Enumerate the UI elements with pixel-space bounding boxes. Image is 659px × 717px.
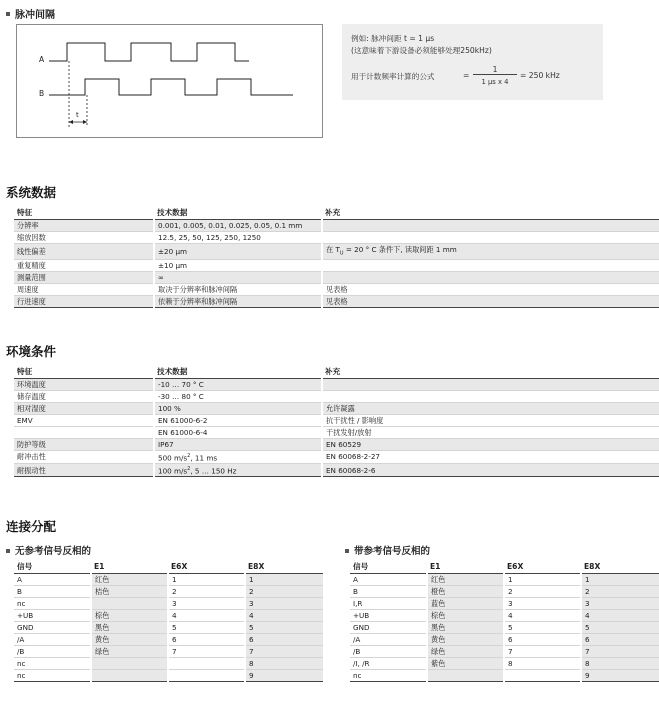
cell-e1 — [91, 669, 168, 681]
cell-feature: 防护等级 — [14, 438, 154, 450]
table-row — [14, 438, 659, 450]
table-row — [14, 585, 323, 597]
table-header-row — [14, 207, 659, 219]
table-row — [14, 657, 323, 669]
cell-supp — [322, 271, 659, 283]
cell-e1: 绿色 — [427, 645, 504, 657]
cell-e1: 紫色 — [427, 657, 504, 669]
table-row — [350, 669, 659, 681]
arrow-right-icon — [83, 120, 87, 124]
cell-e8x: 4 — [581, 609, 659, 621]
table-row — [350, 585, 659, 597]
left-subtitle: 无参考信号反相的 — [6, 543, 91, 557]
right-subtitle: 带参考信号反相的 — [345, 543, 430, 557]
cell-tech: 取决于分辨率和脉冲间隔 — [154, 283, 322, 295]
table-header-row — [14, 561, 323, 573]
table-row — [350, 657, 659, 669]
table-row — [14, 243, 659, 259]
table-row — [350, 609, 659, 621]
cell-tech: 依赖于分辨率和脉冲间隔 — [154, 295, 322, 307]
cell-e6x: 4 — [168, 609, 245, 621]
pulse-section-title: 脉冲间隔 — [6, 6, 55, 21]
cell-feature: 分辨率 — [14, 219, 154, 231]
info-denominator: 1 μs x 4 — [481, 78, 509, 86]
cell-supp: 干扰发射/放射 — [322, 426, 659, 438]
cell-e1: 棕色 — [91, 609, 168, 621]
header-e6x: E6X — [168, 561, 245, 573]
table-row — [350, 573, 659, 585]
header-tech-data: 技术数据 — [154, 366, 322, 378]
table-row — [14, 426, 659, 438]
interval-t-label: t — [76, 111, 79, 119]
cell-feature: 储存温度 — [14, 390, 154, 402]
cell-feature: EMV — [14, 414, 154, 426]
cell-e6x: 7 — [504, 645, 581, 657]
cell-supp: 见表格 — [322, 283, 659, 295]
cell-e1 — [427, 669, 504, 681]
cell-e6x: 3 — [504, 597, 581, 609]
cell-signal: A — [350, 573, 427, 585]
table-row — [14, 295, 659, 307]
cell-supp: 见表格 — [322, 295, 659, 307]
cell-signal: B — [350, 585, 427, 597]
cell-e8x: 7 — [581, 645, 659, 657]
header-supplement: 补充 — [322, 366, 659, 378]
cell-e6x: 8 — [504, 657, 581, 669]
header-feature: 特征 — [14, 366, 154, 378]
bullet-square-icon — [345, 549, 349, 553]
cell-signal: nc — [14, 669, 91, 681]
header-tech-data: 技术数据 — [154, 207, 322, 219]
cell-signal: /B — [14, 645, 91, 657]
table-header-row — [14, 366, 659, 378]
table-row — [14, 283, 659, 295]
table-row — [14, 463, 659, 476]
table-header-row — [350, 561, 659, 573]
signal-a-wave — [49, 43, 249, 61]
cell-e6x: 4 — [504, 609, 581, 621]
cell-e8x: 1 — [581, 573, 659, 585]
cell-feature: 缩放因数 — [14, 231, 154, 243]
cell-feature: 重复精度 — [14, 259, 154, 271]
connection-title: 连接分配 — [6, 519, 57, 534]
cell-e1: 蓝色 — [427, 597, 504, 609]
table-row — [14, 378, 659, 390]
cell-signal: /B — [350, 645, 427, 657]
cell-e8x: 5 — [581, 621, 659, 633]
system-data-title: 系统数据 — [6, 185, 57, 200]
cell-feature: 环境温度 — [14, 378, 154, 390]
cell-feature: 线性偏差 — [14, 243, 154, 259]
table-row — [14, 271, 659, 283]
cell-supp — [322, 390, 659, 402]
cell-signal: A — [14, 573, 91, 585]
table-row — [14, 621, 323, 633]
table-row — [14, 402, 659, 414]
cell-e1: 橙色 — [427, 585, 504, 597]
signal-a-label: A — [39, 55, 45, 64]
table-row — [350, 597, 659, 609]
cell-signal: nc — [14, 597, 91, 609]
info-result: = 250 kHz — [520, 71, 560, 80]
cell-feature: 测量范围 — [14, 271, 154, 283]
cell-signal: +UB — [350, 609, 427, 621]
cell-supp: EN 60529 — [322, 438, 659, 450]
cell-e6x: 3 — [168, 597, 245, 609]
cell-e8x: 1 — [245, 573, 323, 585]
info-formula-label: 用于计数频率计算的公式 — [351, 72, 435, 81]
cell-e8x: 6 — [581, 633, 659, 645]
table-row — [14, 450, 659, 463]
connection-left-table — [14, 561, 323, 682]
header-e6x: E6X — [504, 561, 581, 573]
cell-e1: 黄色 — [427, 633, 504, 645]
cell-feature — [14, 426, 154, 438]
header-signal: 信号 — [14, 561, 91, 573]
cell-e1: 黑色 — [427, 621, 504, 633]
table-row — [14, 609, 323, 621]
header-signal: 信号 — [350, 561, 427, 573]
cell-e1: 桔色 — [91, 585, 168, 597]
header-e8x: E8X — [245, 561, 323, 573]
bullet-square-icon — [6, 12, 10, 16]
cell-supp: 抗干扰性 / 影响度 — [322, 414, 659, 426]
cell-e1: 红色 — [427, 573, 504, 585]
cell-supp — [322, 378, 659, 390]
cell-e8x: 2 — [245, 585, 323, 597]
pulse-info-box — [342, 24, 603, 100]
cell-e8x: 3 — [581, 597, 659, 609]
cell-signal: +UB — [14, 609, 91, 621]
table-row — [14, 231, 659, 243]
cell-tech: 0.001, 0.005, 0.01, 0.025, 0.05, 0.1 mm — [154, 219, 322, 231]
table-row — [14, 597, 323, 609]
table-row — [14, 669, 323, 681]
cell-signal: /A — [14, 633, 91, 645]
cell-signal: GND — [14, 621, 91, 633]
cell-signal: nc — [350, 669, 427, 681]
cell-tech: 100 % — [154, 402, 322, 414]
table-row — [14, 573, 323, 585]
cell-e1 — [91, 597, 168, 609]
cell-e6x: 5 — [504, 621, 581, 633]
cell-e6x: 5 — [168, 621, 245, 633]
cell-e8x: 7 — [245, 645, 323, 657]
header-e1: E1 — [427, 561, 504, 573]
cell-e6x: 1 — [168, 573, 245, 585]
cell-signal: /I, /R — [350, 657, 427, 669]
info-numerator: 1 — [492, 65, 498, 74]
cell-e6x: 1 — [504, 573, 581, 585]
header-supplement: 补充 — [322, 207, 659, 219]
cell-feature: 周速度 — [14, 283, 154, 295]
header-e8x: E8X — [581, 561, 659, 573]
cell-e6x — [504, 669, 581, 681]
header-feature: 特征 — [14, 207, 154, 219]
cell-tech: -30 … 80 ° C — [154, 390, 322, 402]
cell-e6x: 7 — [168, 645, 245, 657]
cell-feature: 耐振动性 — [14, 463, 154, 476]
table-row — [350, 633, 659, 645]
cell-e1: 绿色 — [91, 645, 168, 657]
cell-tech: EN 61000-6-2 — [154, 414, 322, 426]
connection-right-table — [350, 561, 659, 682]
cell-e6x: 2 — [504, 585, 581, 597]
cell-e6x — [168, 669, 245, 681]
info-example-text: 例如: 脉冲间距 t = 1 μs — [351, 34, 435, 43]
table-row — [14, 219, 659, 231]
pulse-waveform-svg — [17, 25, 322, 137]
cell-supp: EN 60068-2-6 — [322, 463, 659, 476]
cell-e6x: 6 — [168, 633, 245, 645]
signal-b-wave — [49, 79, 293, 95]
bullet-square-icon — [6, 549, 10, 553]
cell-signal: I,R — [350, 597, 427, 609]
environment-table — [14, 366, 659, 477]
cell-e6x: 2 — [168, 585, 245, 597]
environment-title: 环境条件 — [6, 344, 57, 359]
table-row — [14, 633, 323, 645]
cell-supp — [322, 231, 659, 243]
arrow-left-icon — [69, 120, 73, 124]
cell-e8x: 8 — [581, 657, 659, 669]
cell-e1: 黄色 — [91, 633, 168, 645]
cell-signal: /A — [350, 633, 427, 645]
cell-tech: EN 61000-6-4 — [154, 426, 322, 438]
cell-e8x: 4 — [245, 609, 323, 621]
cell-e8x: 2 — [581, 585, 659, 597]
table-row — [14, 390, 659, 402]
cell-tech: IP67 — [154, 438, 322, 450]
cell-e8x: 6 — [245, 633, 323, 645]
cell-tech: -10 … 70 ° C — [154, 378, 322, 390]
cell-e8x: 5 — [245, 621, 323, 633]
header-e1: E1 — [91, 561, 168, 573]
signal-b-label: B — [39, 89, 45, 98]
cell-e8x: 9 — [581, 669, 659, 681]
cell-supp — [322, 219, 659, 231]
cell-tech: ∞ — [154, 271, 322, 283]
cell-supp: 在 $T_U = 20$ ° C 条件下, 读取间距 1 mm — [322, 243, 659, 259]
table-row — [14, 414, 659, 426]
cell-e8x: 9 — [245, 669, 323, 681]
table-row — [14, 259, 659, 271]
cell-supp: EN 60068-2-27 — [322, 450, 659, 463]
cell-signal: B — [14, 585, 91, 597]
cell-feature: 耐冲击性 — [14, 450, 154, 463]
cell-supp — [322, 259, 659, 271]
table-row — [350, 621, 659, 633]
cell-tech: 12.5, 25, 50, 125, 250, 1250 — [154, 231, 322, 243]
cell-e1: 黑色 — [91, 621, 168, 633]
cell-e6x — [168, 657, 245, 669]
cell-tech: 100 $m/s^2$, 5 … 150 Hz — [154, 463, 322, 476]
cell-tech: ±10 μm — [154, 259, 322, 271]
cell-tech: 500 $m/s^2$, 11 ms — [154, 450, 322, 463]
cell-signal: nc — [14, 657, 91, 669]
cell-e6x: 6 — [504, 633, 581, 645]
table-row — [14, 645, 323, 657]
cell-e1: 红色 — [91, 573, 168, 585]
cell-e1: 棕色 — [427, 609, 504, 621]
cell-e1 — [91, 657, 168, 669]
system-data-table — [14, 207, 659, 308]
cell-feature: 行进速度 — [14, 295, 154, 307]
table-row — [350, 645, 659, 657]
cell-tech: ±20 μm — [154, 243, 322, 259]
cell-signal: GND — [350, 621, 427, 633]
cell-e8x: 8 — [245, 657, 323, 669]
info-equals: = — [463, 71, 470, 80]
fraction-bar — [473, 74, 517, 75]
cell-feature: 相对湿度 — [14, 402, 154, 414]
cell-e8x: 3 — [245, 597, 323, 609]
pulse-diagram — [16, 24, 323, 138]
cell-supp: 允许凝露 — [322, 402, 659, 414]
info-note-text: (这意味着下游设备必须能够处理250kHz) — [351, 46, 492, 55]
